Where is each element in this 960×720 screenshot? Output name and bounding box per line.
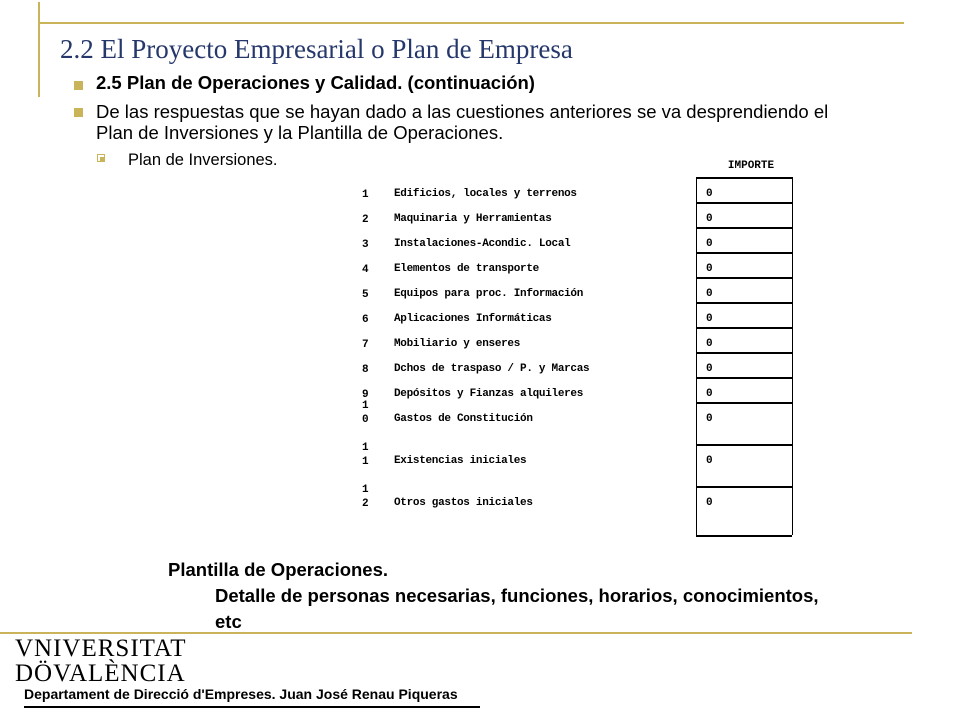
row-number: 1 2 — [362, 484, 369, 510]
table-row-divider — [696, 252, 792, 254]
row-value: 0 — [706, 288, 713, 300]
sub-bullet-text: Plan de Inversiones. — [128, 151, 278, 169]
row-description: Depósitos y Fianzas alquileres — [394, 388, 584, 400]
title-accent-vertical — [38, 2, 40, 97]
importe-column-border — [696, 177, 793, 535]
row-value: 0 — [706, 388, 713, 400]
table-row-divider — [696, 202, 792, 204]
row-number: 1 1 — [362, 442, 369, 468]
sub-bullet-icon — [97, 154, 105, 162]
row-description: Instalaciones-Acondic. Local — [394, 238, 571, 250]
table-row-divider — [696, 327, 792, 329]
table-row-divider — [696, 302, 792, 304]
bullet-square-icon — [74, 108, 83, 117]
row-value: 0 — [706, 188, 713, 200]
row-value: 0 — [706, 413, 713, 425]
logo-line-1: VNIVERSITAT — [15, 635, 187, 662]
slide-title: 2.2 El Proyecto Empresarial o Plan de Empresa — [60, 34, 573, 64]
table-row-divider — [696, 535, 792, 537]
row-number: 2 — [362, 214, 369, 226]
table-row-divider — [696, 277, 792, 279]
bullet-text: De las respuestas que se hayan dado a las cuestiones anteriores se va desprendiendo el Plan de Inversiones y la Plantilla de Operaciones. — [96, 101, 829, 143]
row-value: 0 — [706, 238, 713, 250]
row-value: 0 — [706, 313, 713, 325]
row-number: 4 — [362, 264, 369, 276]
logo-line-2: DÖVALÈNCIA — [15, 660, 186, 687]
row-number: 3 — [362, 239, 369, 251]
row-number: 6 — [362, 314, 369, 326]
table-row-divider — [696, 227, 792, 229]
table-row-divider — [696, 486, 792, 488]
plantilla-heading: Plantilla de Operaciones. — [168, 559, 389, 580]
table-row-divider — [696, 352, 792, 354]
department-underline — [24, 706, 480, 708]
bullet-square-icon — [74, 81, 83, 90]
row-value: 0 — [706, 455, 713, 467]
row-number: 1 — [362, 189, 369, 201]
table-row-divider — [696, 444, 792, 446]
row-description: Existencias iniciales — [394, 455, 527, 467]
table-row-divider — [696, 377, 792, 379]
row-value: 0 — [706, 263, 713, 275]
bullet-heading: 2.5 Plan de Operaciones y Calidad. (continuación) — [96, 72, 535, 93]
row-number: 9 — [362, 389, 369, 401]
table-row-divider — [696, 177, 792, 179]
row-value: 0 — [706, 363, 713, 375]
row-description: Maquinaria y Herramientas — [394, 213, 552, 225]
row-description: Edificios, locales y terrenos — [394, 188, 577, 200]
row-number: 5 — [362, 289, 369, 301]
title-accent-horizontal — [38, 22, 904, 24]
row-description: Aplicaciones Informáticas — [394, 313, 552, 325]
row-description: Gastos de Constitución — [394, 413, 533, 425]
row-number: 1 0 — [362, 400, 369, 426]
row-description: Otros gastos iniciales — [394, 497, 533, 509]
plantilla-detail: Detalle de personas necesarias, funciones, horarios, conocimientos, etc — [215, 585, 819, 632]
footer-divider — [0, 632, 912, 634]
department-credit: Departament de Direcció d'Empreses. Juan José Renau Piqueras — [24, 686, 458, 702]
table-row-divider — [696, 402, 792, 404]
row-number: 7 — [362, 339, 369, 351]
row-value: 0 — [706, 338, 713, 350]
row-description: Dchos de traspaso / P. y Marcas — [394, 363, 590, 375]
row-description: Elementos de transporte — [394, 263, 539, 275]
row-number: 8 — [362, 364, 369, 376]
importe-header: IMPORTE — [727, 160, 775, 172]
row-description: Equipos para proc. Información — [394, 288, 584, 300]
row-value: 0 — [706, 213, 713, 225]
row-value: 0 — [706, 497, 713, 509]
row-description: Mobiliario y enseres — [394, 338, 521, 350]
